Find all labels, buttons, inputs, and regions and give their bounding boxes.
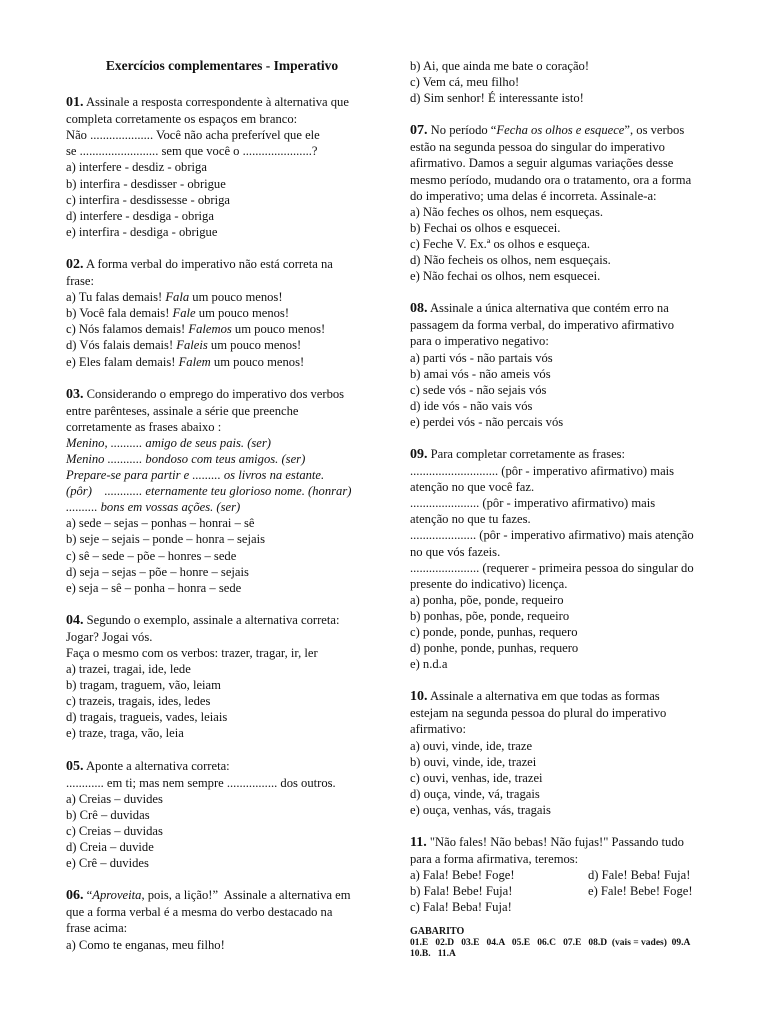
question-stem: se ......................... sem que você o ......................? bbox=[66, 144, 318, 159]
answer-key-line: 10.B. 11.A bbox=[410, 948, 456, 959]
question-number: 07. bbox=[410, 123, 428, 139]
question-stem: Considerando o emprego do imperativo dos verbos bbox=[83, 386, 345, 401]
option-e: e) seja – sê – ponha – honra – sede bbox=[66, 580, 242, 595]
option-a: a) ouvi, vinde, ide, traze bbox=[410, 738, 533, 753]
question-stem: mesmo período, mudando ora o tratamento, ora a forma bbox=[410, 172, 692, 187]
sentence: (pôr) ............ eternamente teu glorioso nome. (honrar) bbox=[66, 484, 352, 499]
question-stem: completa corretamente os espaços em branco: bbox=[66, 112, 298, 127]
question-stem: corretamente as frases abaixo : bbox=[66, 419, 222, 434]
answer-key-title: GABARITO bbox=[410, 925, 465, 937]
answer-key-line: 01.E 02.D 03.E 04.A 05.E 06.C 07.E 08.D (vais = vades) 09.A bbox=[410, 937, 691, 948]
quote-verb: Aproveita bbox=[92, 888, 142, 903]
question-stem: Segundo o exemplo, assinale a alternativa correta: bbox=[83, 612, 340, 627]
question-stem: no que vós fazeis. bbox=[410, 544, 501, 559]
option-b: b) Fechai os olhos e esquecei. bbox=[410, 220, 561, 235]
option-e: e) Fale! Bebe! Foge! bbox=[588, 884, 693, 899]
option-d: d) Fale! Beba! Fuja! bbox=[588, 868, 691, 883]
question-stem: atenção no que tu fazes. bbox=[410, 512, 531, 527]
option-e: e) ouça, venhas, vás, tragais bbox=[410, 802, 551, 817]
question-stem: para o imperativo negativo: bbox=[410, 334, 549, 349]
question-stem: Não .................... Você não acha preferível que ele bbox=[66, 128, 320, 143]
question-05 bbox=[66, 758, 378, 872]
question-01 bbox=[66, 94, 378, 240]
option-text: um pouco menos! bbox=[210, 354, 305, 369]
question-number: 05. bbox=[66, 758, 84, 774]
option-c: c) trazeis, tragais, ides, ledes bbox=[66, 694, 211, 709]
option-a: a) sede – sejas – ponhas – honrai – sê bbox=[66, 516, 255, 531]
question-stem: afirmativo. Damos a seguir algumas variações desse bbox=[410, 156, 674, 171]
option-b: b) Crê – duvidas bbox=[66, 807, 150, 822]
option-a: a) ponha, põe, ponde, requeiro bbox=[410, 592, 564, 607]
question-number: 03. bbox=[66, 386, 84, 402]
option-text: c) Nós falamos demais! bbox=[66, 322, 189, 337]
option-a bbox=[66, 289, 378, 305]
option-e: e) perdei vós - não percais vós bbox=[410, 414, 564, 429]
page-title: Exercícios complementares - Imperativo bbox=[105, 58, 339, 73]
option-text: e) Eles falam demais! bbox=[66, 354, 179, 369]
right-column bbox=[410, 58, 722, 960]
option-b: b) seje – sejais – ponde – honra – sejais bbox=[66, 532, 266, 547]
quote-open: “ bbox=[83, 888, 93, 903]
question-stem: que a forma verbal é a mesma do verbo destacado na bbox=[66, 905, 333, 920]
option-a: a) parti vós - não partais vós bbox=[410, 350, 553, 365]
question-10 bbox=[410, 688, 722, 818]
option-a: a) trazei, tragai, ide, lede bbox=[66, 662, 191, 677]
question-stem: frase acima: bbox=[66, 921, 128, 936]
option-b: b) Ai, que ainda me bate o coração! bbox=[410, 59, 590, 73]
question-06 bbox=[66, 887, 378, 952]
option-c: c) ponde, ponde, punhas, requero bbox=[410, 625, 578, 639]
question-stem: ...................... (pôr - imperativo afirmativo) mais bbox=[410, 496, 656, 511]
option-verb: Falem bbox=[178, 354, 211, 369]
option-c: c) Fala! Beba! Fuja! bbox=[410, 900, 512, 915]
left-column bbox=[66, 56, 378, 969]
question-stem: para a forma afirmativa, teremos: bbox=[410, 852, 579, 867]
question-stem: frase: bbox=[66, 274, 94, 289]
sentence: .......... bons em vossas ações. (ser) bbox=[66, 500, 241, 515]
option-text: b) Você fala demais! bbox=[66, 306, 173, 321]
question-stem: ............................ (pôr - imperativo afirmativo) mais bbox=[410, 464, 675, 479]
question-stem: No período “ bbox=[427, 123, 497, 138]
sentence: Prepare-se para partir e ......... os livros na estante. bbox=[66, 468, 325, 483]
option-a: a) interfere - desdiz - obriga bbox=[66, 160, 207, 175]
option-text: um pouco menos! bbox=[189, 290, 283, 305]
option-text: um pouco menos! bbox=[207, 338, 302, 353]
option-c: c) interfira - desdissesse - obriga bbox=[66, 192, 231, 207]
option-verb: Falemos bbox=[188, 322, 232, 337]
question-03 bbox=[66, 386, 378, 596]
option-c: c) Feche V. Ex.ª os olhos e esqueça. bbox=[410, 236, 590, 251]
question-number: 02. bbox=[66, 256, 84, 272]
option-b: b) Fala! Bebe! Fuja! bbox=[410, 884, 513, 899]
option-a: a) Como te enganas, meu filho! bbox=[66, 937, 225, 952]
option-d: d) seja – sejas – põe – honre – sejais bbox=[66, 564, 249, 579]
question-11 bbox=[410, 834, 722, 915]
question-stem: Assinale a alternativa em que todas as formas bbox=[427, 689, 660, 704]
question-stem: Jogar? Jogai vós. bbox=[66, 629, 153, 644]
option-text: d) Vós falais demais! bbox=[66, 338, 177, 353]
option-c bbox=[66, 321, 378, 337]
option-text: um pouco menos! bbox=[195, 306, 290, 321]
question-stem: atenção no que você faz. bbox=[410, 480, 535, 495]
question-stem: Aponte a alternativa correta: bbox=[83, 758, 230, 773]
option-b: b) interfira - desdisser - obrigue bbox=[66, 176, 226, 191]
option-d: d) tragais, tragueis, vades, leiais bbox=[66, 710, 228, 725]
question-stem: ............ em ti; mas nem sempre ................ dos outros. bbox=[66, 775, 336, 790]
option-b: b) tragam, traguem, vão, leiam bbox=[66, 678, 221, 693]
option-c: c) Creias – duvidas bbox=[66, 823, 163, 838]
option-e: e) Crê – duvides bbox=[66, 856, 149, 871]
option-d bbox=[66, 337, 378, 353]
question-stem: A forma verbal do imperativo não está correta na bbox=[83, 256, 333, 271]
question-stem: Assinale a única alternativa que contém erro na bbox=[427, 301, 669, 316]
question-stem: Faça o mesmo com os verbos: trazer, tragar, ir, ler bbox=[66, 646, 318, 660]
question-number: 06. bbox=[66, 888, 84, 904]
question-stem: passagem da forma verbal, do imperativo afirmativo bbox=[410, 318, 675, 333]
question-number: 01. bbox=[66, 95, 84, 111]
question-stem: estejam na segunda pessoa do plural do imperativo bbox=[410, 706, 667, 721]
option-text: um pouco menos! bbox=[231, 322, 326, 337]
quote-phrase: Fecha os olhos e esquece bbox=[496, 123, 625, 138]
option-e: e) interfira - desdiga - obrigue bbox=[66, 224, 218, 239]
question-number: 11. bbox=[410, 835, 427, 851]
question-stem: Assinale a resposta correspondente à alternativa que bbox=[83, 95, 349, 110]
option-c: c) sê – sede – põe – honres – sede bbox=[66, 548, 237, 563]
option-c: c) ouvi, venhas, ide, trazei bbox=[410, 770, 543, 785]
question-stem: ...................... (requerer - primeira pessoa do singular do bbox=[410, 560, 694, 575]
question-stem: , pois, a lição!” Assinale a alternativa em bbox=[141, 888, 351, 903]
option-a: a) Fala! Bebe! Foge! bbox=[410, 868, 515, 883]
question-stem: afirmativo: bbox=[410, 722, 466, 737]
answer-key bbox=[410, 926, 722, 960]
question-stem: estão na segunda pessoa do singular do imperativo bbox=[410, 140, 665, 155]
option-a: a) Não feches os olhos, nem esqueças. bbox=[410, 204, 604, 219]
option-c: c) sede vós - não sejais vós bbox=[410, 382, 547, 397]
question-stem: presente do indicativo) licença. bbox=[410, 576, 568, 591]
question-06-continued bbox=[410, 58, 722, 106]
question-number: 08. bbox=[410, 301, 428, 317]
sentence: Menino, .......... amigo de seus pais. (ser) bbox=[66, 435, 271, 450]
question-09 bbox=[410, 446, 722, 672]
option-b: b) ponhas, põe, ponde, requeiro bbox=[410, 608, 570, 623]
question-stem: entre parênteses, assinale a série que preenche bbox=[66, 403, 299, 418]
option-d: d) Sim senhor! É interessante isto! bbox=[410, 91, 584, 106]
question-07 bbox=[410, 122, 722, 284]
option-d: d) ponhe, ponde, punhas, requero bbox=[410, 641, 579, 656]
option-verb: Fale bbox=[172, 306, 196, 321]
option-d: d) ide vós - não vais vós bbox=[410, 398, 533, 413]
option-d: d) Não fecheis os olhos, nem esqueçais. bbox=[410, 253, 611, 268]
option-verb: Fala bbox=[165, 290, 190, 305]
option-c: c) Vem cá, meu filho! bbox=[410, 75, 520, 90]
sentence: Menino ........... bondoso com teus amigos. (ser) bbox=[66, 451, 306, 466]
option-d: d) ouça, vinde, vá, tragais bbox=[410, 786, 540, 801]
question-number: 09. bbox=[410, 446, 428, 462]
option-a: a) Creias – duvides bbox=[66, 791, 163, 806]
option-text: a) Tu falas demais! bbox=[66, 290, 166, 305]
option-e bbox=[66, 354, 378, 370]
question-number: 10. bbox=[410, 689, 428, 705]
question-stem: "Não fales! Não bebas! Não fujas!" Passando tudo bbox=[426, 835, 684, 850]
question-stem: ..................... (pôr - imperativo afirmativo) mais atenção bbox=[410, 528, 694, 543]
question-stem: do imperativo; uma delas é incorreta. Assinale-a: bbox=[410, 188, 657, 203]
question-stem: Para completar corretamente as frases: bbox=[427, 446, 626, 461]
question-stem: ”, os verbos bbox=[624, 123, 685, 138]
option-b: b) amai vós - não ameis vós bbox=[410, 366, 551, 381]
option-e: e) n.d.a bbox=[410, 657, 448, 672]
option-d: d) Creia – duvide bbox=[66, 840, 154, 855]
option-e: e) Não fechai os olhos, nem esquecei. bbox=[410, 269, 601, 284]
option-b: b) ouvi, vinde, ide, trazei bbox=[410, 754, 537, 769]
question-04 bbox=[66, 612, 378, 742]
option-b bbox=[66, 305, 378, 321]
question-02 bbox=[66, 256, 378, 370]
question-number: 04. bbox=[66, 612, 84, 628]
option-d: d) interfere - desdiga - obriga bbox=[66, 208, 214, 223]
option-verb: Faleis bbox=[176, 338, 208, 353]
options-grid bbox=[410, 867, 722, 915]
question-08 bbox=[410, 300, 722, 430]
option-e: e) traze, traga, vão, leia bbox=[66, 726, 184, 741]
